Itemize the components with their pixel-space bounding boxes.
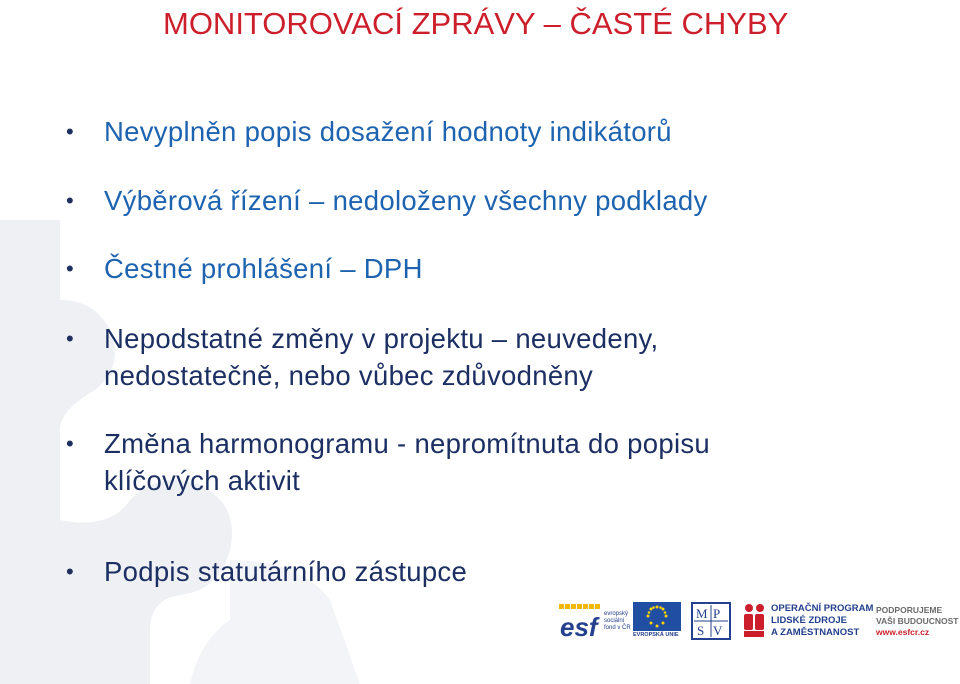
slide-title: MONITOROVACÍ ZPRÁVY – ČASTÉ CHYBY [163,6,789,41]
eu-flag-icon [633,602,681,631]
op-lzz-text [771,603,873,639]
esf-subtitle-line: evropský [604,611,629,617]
support-line: PODPORUJEME [876,605,943,615]
footer-logos [558,600,960,644]
bullet-text-continued: klíčových aktivit [104,465,301,496]
support-url: www.esfcr.cz [876,627,930,637]
svg-text:P: P [713,606,721,621]
support-text [876,605,959,638]
esf-logo-text: esf [560,612,598,640]
support-line: VAŠI BUDOUCNOST [876,616,959,626]
op-line: A ZAMĚSTNANOST [771,627,860,638]
bullet-dot-icon: • [66,256,75,281]
op-line: OPERAČNÍ PROGRAM [771,603,874,614]
esf-subtitle-line: sociální [604,618,625,624]
bullet-item [66,113,672,150]
svg-text:S: S [697,623,705,638]
bullet-item [66,425,710,499]
bullet-dot-icon: • [66,559,75,584]
bullet-item [66,553,467,590]
bullet-dot-icon: • [66,188,75,213]
bullet-text: Čestné prohlášení – DPH [104,253,423,284]
bullet-text: Podpis statutárního zástupce [104,556,468,587]
bullet-text-continued: nedostatečně, nebo vůbec zdůvodněny [104,360,594,391]
bullet-item [66,182,708,219]
bullet-item [66,250,423,287]
svg-text:V: V [713,623,723,638]
bullet-dot-icon: • [66,326,75,351]
bullet-text: Změna harmonogramu - nepromítnuta do popisu [104,428,711,459]
eu-label: EVROPSKÁ UNIE [633,632,679,638]
bullet-text: Nepodstatné změny v projektu – neuvedeny, [104,323,659,354]
bullet-dot-icon: • [66,119,75,144]
bullet-dot-icon: • [66,431,75,456]
svg-text:M: M [696,606,708,621]
bullet-item [66,320,659,394]
esf-subtitle [604,611,631,632]
op-lzz-logo-icon [740,602,768,640]
op-line: LIDSKÉ ZDROJE [771,615,848,626]
esf-subtitle-line: fond v ČR [604,625,631,631]
bullet-text: Výběrová řízení – nedoloženy všechny podklady [104,185,708,216]
mpsv-logo [691,602,731,640]
bullet-text: Nevyplněn popis dosažení hodnoty indikátorů [104,116,672,147]
